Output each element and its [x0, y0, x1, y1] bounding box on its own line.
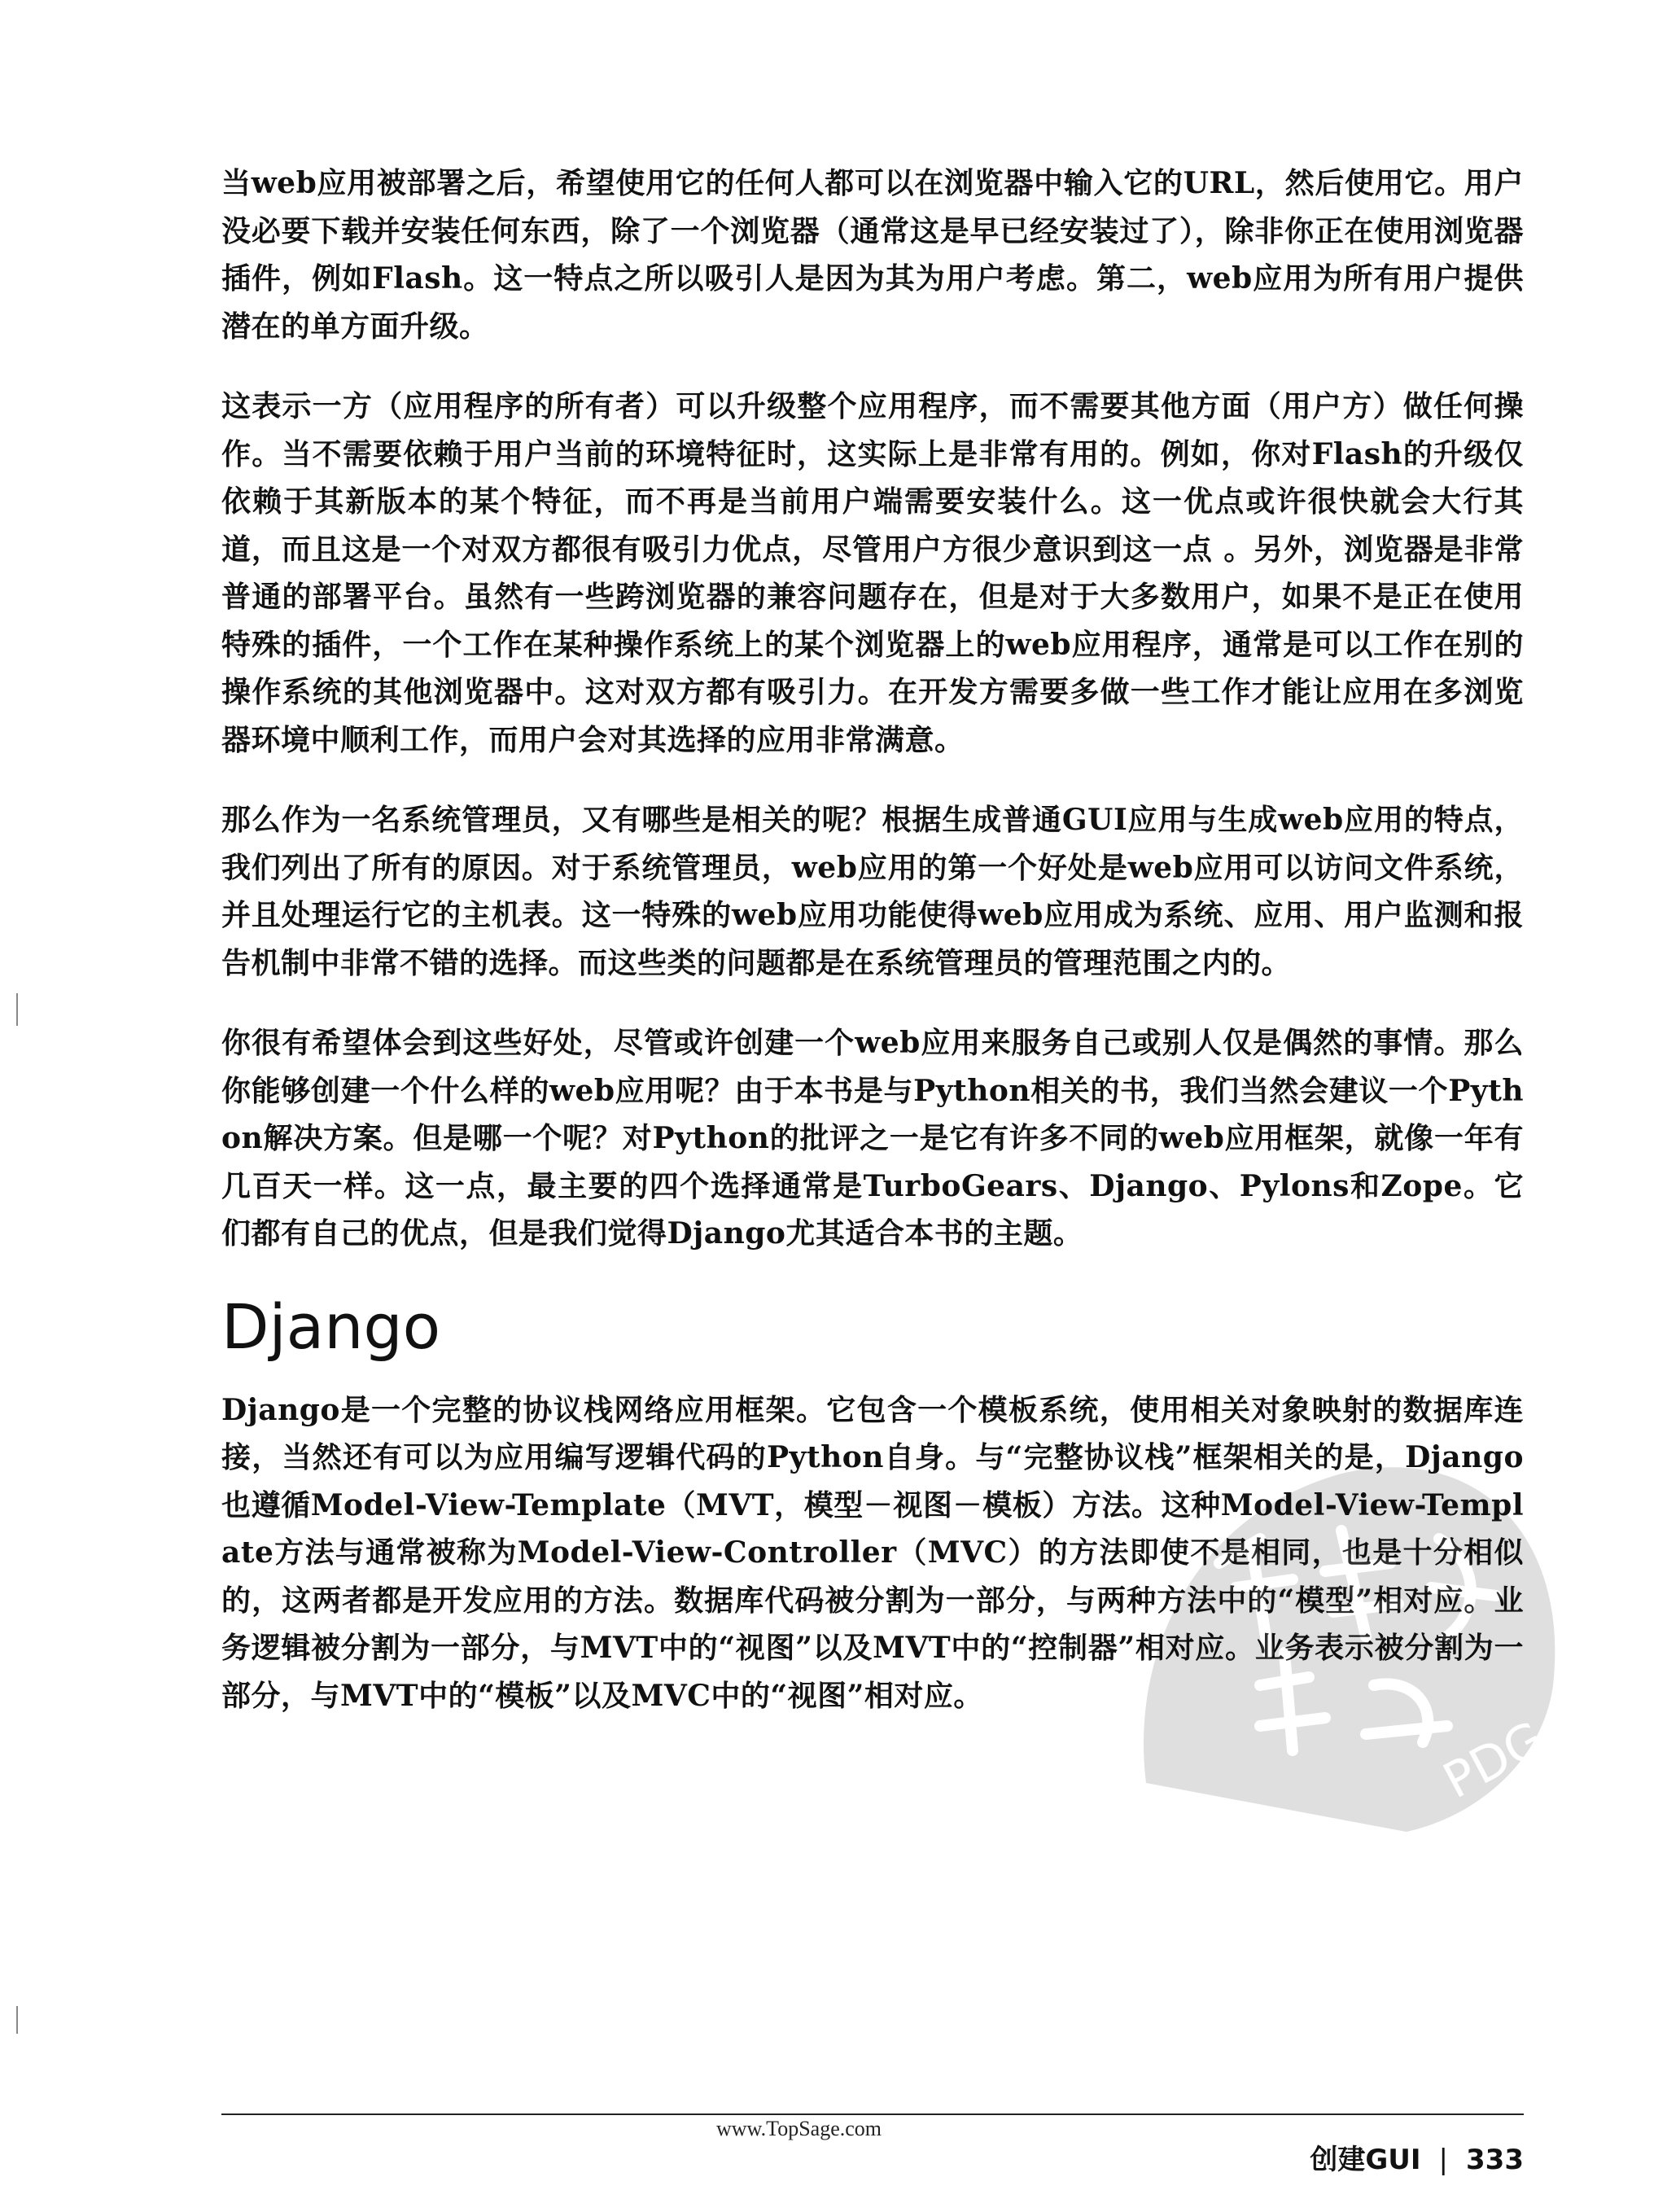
- footer-rule: [221, 2113, 1524, 2115]
- section-heading: Django: [221, 1290, 441, 1363]
- body-paragraph: 你很有希望体会到这些好处，尽管或许创建一个web应用来服务自己或别人仅是偶然的事情。那么你能够创建一个什么样的web应用呢？由于本书是与Python相关的书，我们当然会建议一个Python解决方案。但是哪一个呢？对Python的批评之一是它有许多不同的web应用框架，就像一年有几百天一样。这一点，最主要的四个选择通常是TurboGears、Django、Pylons和Zope。它们都有自己的优点，但是我们觉得Django尤其适合本书的主题。: [221, 1026, 1524, 1251]
- body-paragraph: 当web应用被部署之后，希望使用它的任何人都可以在浏览器中输入它的URL，然后使用它。用户没必要下载并安装任何东西，除了一个浏览器（通常这是早已经安装过了），除非你正在使用浏览器插件，例如Flash。这一特点之所以吸引人是因为其为用户考虑。第二，web应用为所有用户提供潜在的单方面升级。: [221, 166, 1524, 344]
- footer-url: www.TopSage.com: [716, 2117, 882, 2140]
- body-paragraph: 这表示一方（应用程序的所有者）可以升级整个应用程序，而不需要其他方面（用户方）做任何操作。当不需要依赖于用户当前的环境特征时，这实际上是非常有用的。例如，你对Flash的升级仅依赖于其新版本的某个特征，而不再是当前用户端需要安装什么。这一优点或许很快就会大行其道，而且这是一个对双方都很有吸引力优点，尽管用户方很少意识到这一点 。另外，浏览器是非常普通的部署平台。虽然有一些跨浏览器的兼容问题存在，但是对于大多数用户，如果不是正在使用特殊的插件，一个工作在某种操作系统上的某个浏览器上的web应用程序，通常是可以工作在别的操作系统的其他浏览器中。这对双方都有吸引力。在开发方需要多做一些工作才能让应用在多浏览器环境中顺利工作，而用户会对其选择的应用非常满意。: [221, 389, 1524, 757]
- page-number: 333: [1466, 2144, 1524, 2176]
- page-body: [221, 160, 1524, 1752]
- footer-separator: |: [1438, 2144, 1449, 2176]
- watermark-text: PDG: [1434, 1710, 1554, 1811]
- section-paragraph: Django是一个完整的协议栈网络应用框架。它包含一个模板系统，使用相关对象映射的数据库连接，当然还有可以为应用编写逻辑代码的Python自身。与“完整协议栈”框架相关的是，Django也遵循Model-View-Template（MVT，模型－视图－模板）方法。这种Model-View-Template方法与通常被称为Model-View-Controller（MVC）的方法即使不是相同，也是十分相似的，这两者都是开发应用的方法。数据库代码被分割为一部分，与两种方法中的“模型”相对应。业务逻辑被分割为一部分，与MVT中的“视图”以及MVT中的“控制器”相对应。业务表示被分割为一部分，与MVT中的“模板”以及MVC中的“视图”相对应。: [221, 1392, 1524, 1713]
- scan-margin-mark: [16, 993, 18, 1026]
- footer-running-head: [1310, 2137, 1524, 2177]
- body-paragraph: 那么作为一名系统管理员，又有哪些是相关的呢？根据生成普通GUI应用与生成web应用的特点，我们列出了所有的原因。对于系统管理员，web应用的第一个好处是web应用可以访问文件系统，并且处理运行它的主机表。这一特殊的web应用功能使得web应用成为系统、应用、用户监测和报告机制中非常不错的选择。而这些类的问题都是在系统管理员的管理范围之内的。: [221, 803, 1524, 980]
- footer-chapter-title: 创建GUI: [1310, 2144, 1421, 2176]
- scan-margin-mark: [16, 2006, 18, 2034]
